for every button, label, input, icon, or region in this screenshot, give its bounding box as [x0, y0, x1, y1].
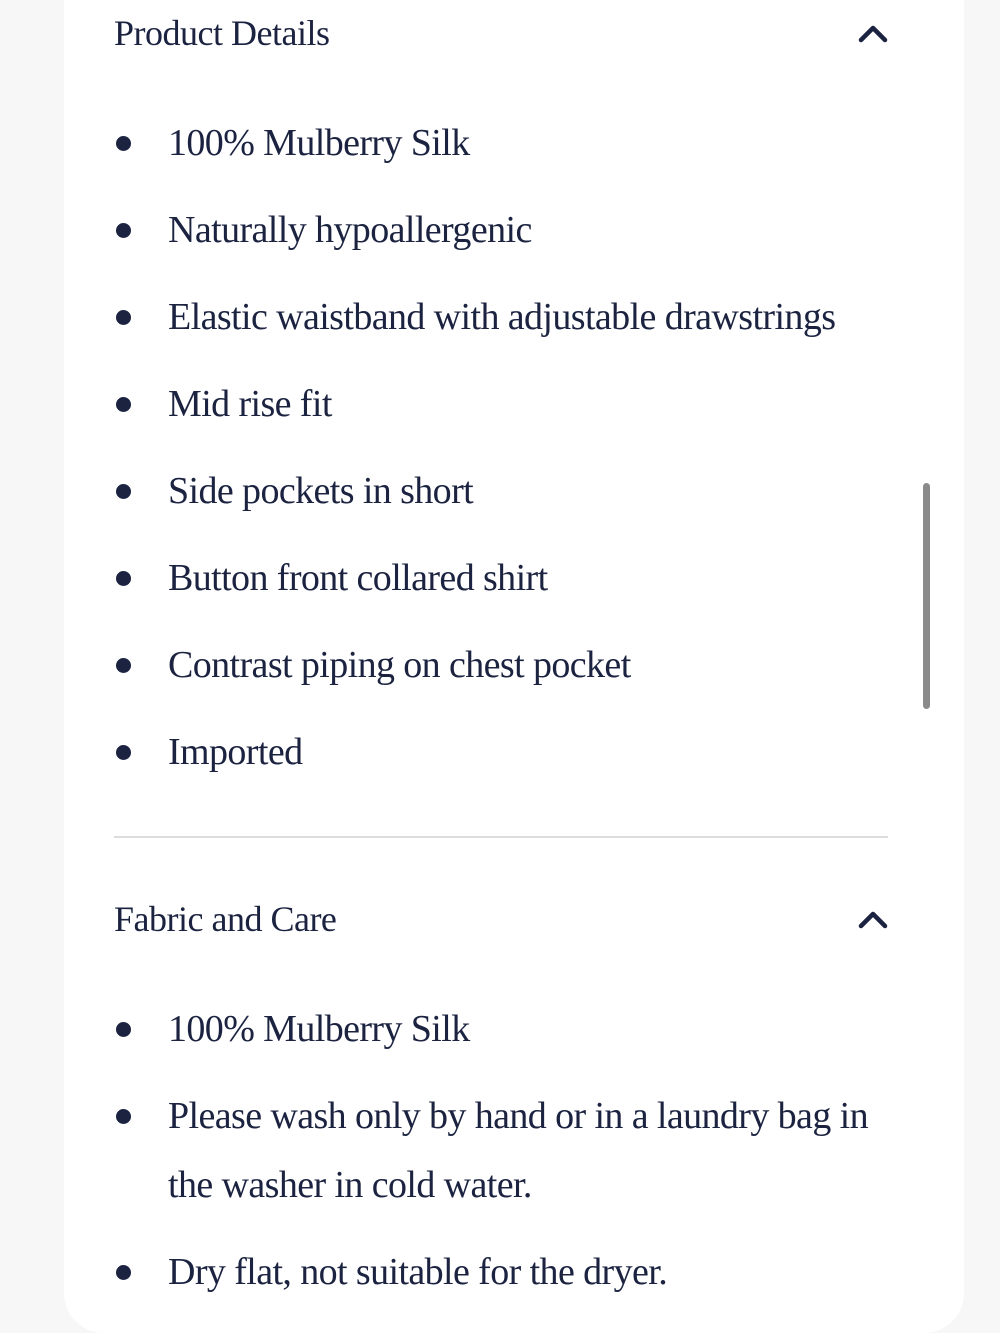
list-item: Elastic waistband with adjustable drawstrings [114, 283, 888, 352]
scrollbar-thumb[interactable] [923, 483, 930, 709]
list-item: Dry flat, not suitable for the dryer. [114, 1238, 888, 1307]
product-details-title: Product Details [114, 13, 330, 53]
list-item: Contrast piping on chest pocket [114, 631, 888, 700]
list-item: Imported [114, 718, 888, 787]
list-item: Button front collared shirt [114, 544, 888, 613]
product-details-header[interactable] [114, 2, 888, 64]
list-item: Please wash only by hand or in a laundry bag in the washer in cold water. [114, 1082, 888, 1220]
list-item: Mid rise fit [114, 370, 888, 439]
list-item: Side pockets in short [114, 457, 888, 526]
fabric-care-title: Fabric and Care [114, 899, 337, 939]
list-item: Naturally hypoallergenic [114, 196, 888, 265]
list-item: 100% Mulberry Silk [114, 995, 888, 1064]
fabric-care-list [114, 995, 888, 1307]
chevron-up-icon[interactable] [858, 904, 888, 934]
fabric-care-header[interactable] [114, 888, 888, 950]
chevron-up-icon[interactable] [858, 18, 888, 48]
section-divider [114, 836, 888, 838]
fabric-care-section [114, 888, 888, 1307]
product-details-list [114, 109, 888, 787]
list-item: 100% Mulberry Silk [114, 109, 888, 178]
product-details-section [114, 2, 888, 787]
